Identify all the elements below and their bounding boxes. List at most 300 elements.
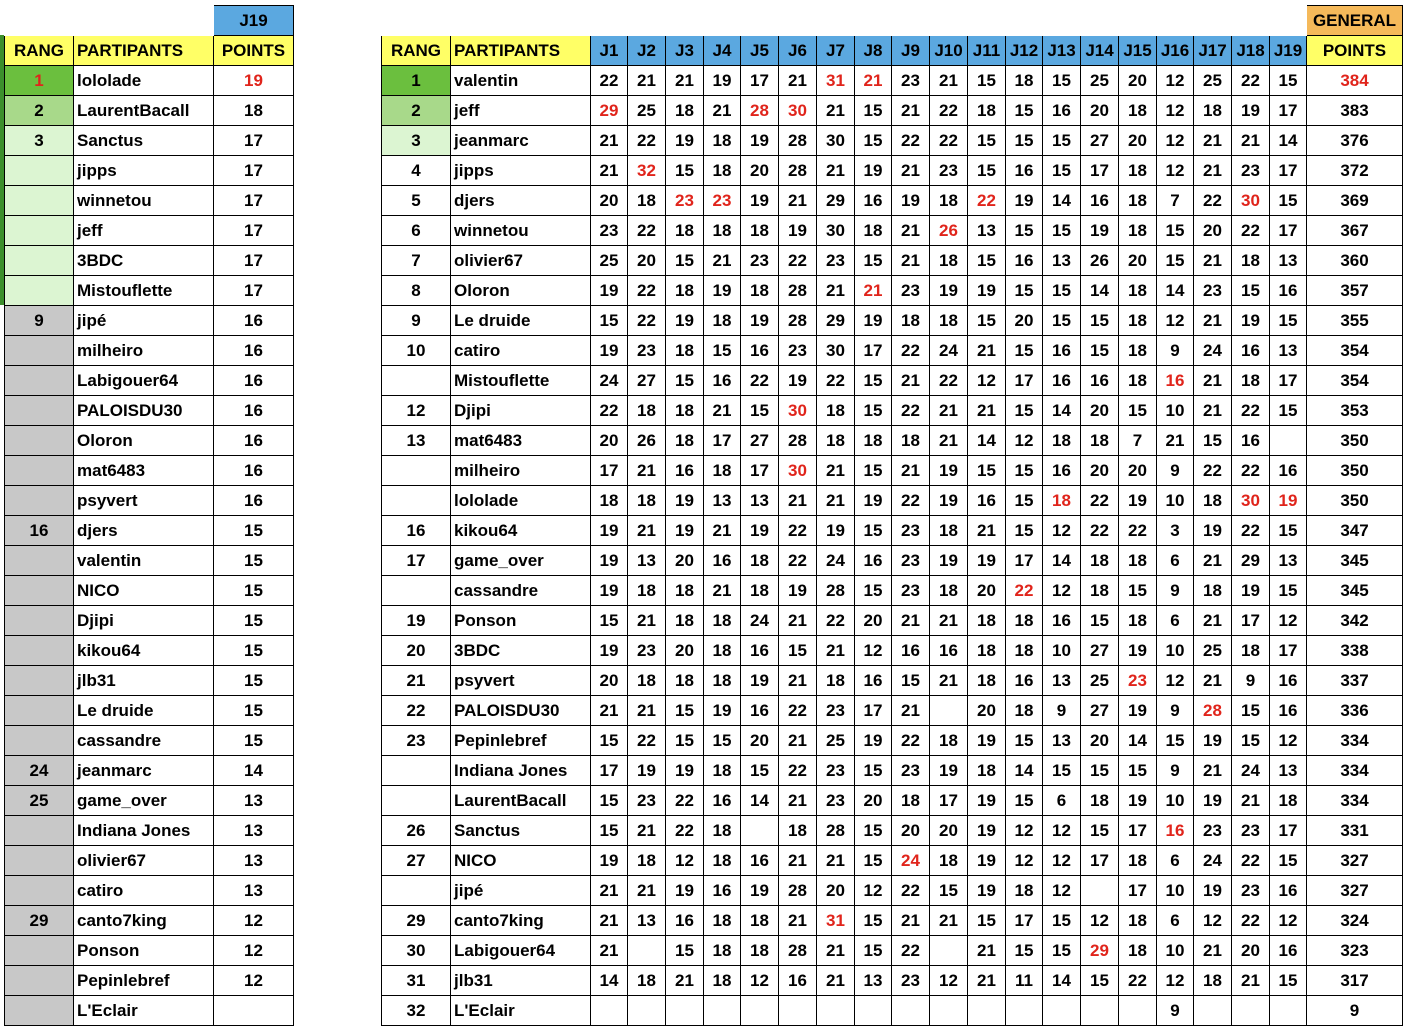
score-cell: 21 (1232, 966, 1270, 996)
score-cell: 16 (741, 636, 779, 666)
score-cell: 22 (1232, 906, 1270, 936)
score-cell: 15 (1006, 486, 1043, 516)
rank-cell: 9 (5, 306, 74, 336)
score-cell: 18 (628, 486, 666, 516)
participant-name: Mistouflette (74, 276, 214, 306)
score-cell: 21 (628, 66, 666, 96)
score-cell (1270, 996, 1307, 1026)
points-cell: 15 (214, 576, 294, 606)
column-header: J16 (1157, 36, 1194, 66)
score-cell: 24 (892, 846, 930, 876)
score-cell: 12 (1157, 96, 1194, 126)
score-cell: 23 (741, 246, 779, 276)
score-cell: 18 (704, 936, 741, 966)
score-cell: 19 (591, 516, 628, 546)
score-cell: 16 (855, 546, 892, 576)
participant-name: jlb31 (74, 666, 214, 696)
score-cell: 20 (591, 666, 628, 696)
score-cell (1081, 996, 1119, 1026)
score-cell: 15 (1006, 936, 1043, 966)
rank-cell (5, 936, 74, 966)
score-cell: 15 (704, 336, 741, 366)
column-header: J6 (779, 36, 817, 66)
score-cell: 19 (1194, 786, 1232, 816)
score-cell: 21 (704, 96, 741, 126)
score-cell: 16 (741, 696, 779, 726)
score-cell: 29 (817, 186, 855, 216)
total-points-cell: 372 (1307, 156, 1403, 186)
total-points-cell: 350 (1307, 486, 1403, 516)
score-cell: 18 (704, 666, 741, 696)
table-row (382, 396, 1403, 426)
rank-cell (5, 486, 74, 516)
score-cell: 28 (779, 426, 817, 456)
table-row (382, 906, 1403, 936)
score-cell: 23 (1232, 876, 1270, 906)
score-cell: 18 (666, 96, 704, 126)
score-cell: 16 (1270, 876, 1307, 906)
score-cell: 18 (704, 456, 741, 486)
participant-name: L'Eclair (74, 996, 214, 1026)
score-cell: 18 (628, 666, 666, 696)
total-points-cell: 355 (1307, 306, 1403, 336)
rank-cell (5, 456, 74, 486)
score-cell: 16 (704, 876, 741, 906)
score-cell: 18 (628, 966, 666, 996)
score-cell: 20 (1081, 96, 1119, 126)
score-cell: 15 (1232, 276, 1270, 306)
table-row (5, 426, 294, 456)
score-cell: 31 (817, 66, 855, 96)
score-cell: 15 (892, 666, 930, 696)
score-cell: 6 (1157, 846, 1194, 876)
rank-cell: 1 (382, 66, 451, 96)
score-cell: 18 (741, 936, 779, 966)
participant-name: cassandre (74, 726, 214, 756)
score-cell: 20 (855, 606, 892, 636)
rank-cell: 3 (382, 126, 451, 156)
score-cell: 15 (741, 396, 779, 426)
score-cell: 21 (892, 216, 930, 246)
participant-name: lololade (74, 66, 214, 96)
participant-name: Pepinlebref (74, 966, 214, 996)
score-cell: 21 (779, 66, 817, 96)
score-cell: 19 (779, 366, 817, 396)
table-row (382, 936, 1403, 966)
score-cell: 21 (704, 516, 741, 546)
score-cell: 21 (968, 336, 1006, 366)
points-cell: 16 (214, 396, 294, 426)
score-cell: 17 (1270, 216, 1307, 246)
score-cell: 22 (779, 546, 817, 576)
score-cell: 18 (930, 576, 968, 606)
score-cell: 13 (1270, 246, 1307, 276)
rank-cell (5, 726, 74, 756)
score-cell: 19 (1232, 306, 1270, 336)
score-cell: 23 (1119, 666, 1157, 696)
score-cell: 19 (855, 306, 892, 336)
rank-cell: 9 (382, 306, 451, 336)
score-cell: 12 (930, 966, 968, 996)
score-cell: 15 (855, 756, 892, 786)
score-cell: 16 (1157, 366, 1194, 396)
score-cell: 15 (666, 696, 704, 726)
score-cell: 22 (1119, 516, 1157, 546)
score-cell: 20 (968, 696, 1006, 726)
score-cell: 14 (1157, 276, 1194, 306)
participant-name: kikou64 (451, 516, 591, 546)
score-cell: 18 (1232, 246, 1270, 276)
rank-cell: 21 (382, 666, 451, 696)
score-cell: 15 (1006, 786, 1043, 816)
score-cell: 16 (1270, 666, 1307, 696)
table-row (5, 186, 294, 216)
rank-cell (5, 876, 74, 906)
score-cell: 14 (1270, 126, 1307, 156)
score-cell: 21 (628, 696, 666, 726)
column-header: J13 (1043, 36, 1081, 66)
score-cell (628, 936, 666, 966)
score-cell: 19 (1119, 786, 1157, 816)
score-cell: 13 (855, 966, 892, 996)
score-cell: 15 (1043, 756, 1081, 786)
score-cell: 18 (930, 306, 968, 336)
score-cell: 23 (892, 276, 930, 306)
participant-name: valentin (74, 546, 214, 576)
points-cell: 16 (214, 426, 294, 456)
top-label-row (382, 6, 1403, 36)
score-cell: 19 (1194, 726, 1232, 756)
score-cell: 28 (1194, 696, 1232, 726)
score-cell: 27 (628, 366, 666, 396)
score-cell: 21 (1194, 666, 1232, 696)
score-cell: 17 (855, 696, 892, 726)
score-cell: 20 (1232, 936, 1270, 966)
score-cell: 18 (1194, 96, 1232, 126)
table-row (5, 96, 294, 126)
score-cell: 15 (1157, 726, 1194, 756)
score-cell: 15 (741, 756, 779, 786)
score-cell: 21 (892, 366, 930, 396)
score-cell: 11 (1006, 966, 1043, 996)
score-cell: 23 (892, 66, 930, 96)
score-cell: 15 (855, 516, 892, 546)
score-cell: 20 (892, 816, 930, 846)
score-cell: 16 (1043, 456, 1081, 486)
score-cell: 20 (1119, 66, 1157, 96)
score-cell: 13 (704, 486, 741, 516)
score-cell: 18 (741, 576, 779, 606)
rank-cell: 19 (382, 606, 451, 636)
score-cell: 15 (1157, 246, 1194, 276)
score-cell: 18 (1119, 156, 1157, 186)
score-cell: 32 (628, 156, 666, 186)
points-cell: 12 (214, 966, 294, 996)
score-cell: 20 (628, 246, 666, 276)
score-cell: 15 (1194, 426, 1232, 456)
rank-cell: 16 (5, 516, 74, 546)
score-cell: 19 (591, 576, 628, 606)
score-cell: 22 (1081, 486, 1119, 516)
total-points-cell: 324 (1307, 906, 1403, 936)
table-row (5, 486, 294, 516)
score-cell: 15 (855, 366, 892, 396)
total-points-cell: 369 (1307, 186, 1403, 216)
points-cell: 13 (214, 786, 294, 816)
score-cell: 18 (817, 426, 855, 456)
score-cell: 12 (1043, 846, 1081, 876)
score-cell: 18 (1006, 636, 1043, 666)
score-cell: 15 (968, 456, 1006, 486)
table-row (5, 366, 294, 396)
score-cell: 12 (1043, 516, 1081, 546)
table-row (5, 906, 294, 936)
score-cell: 13 (968, 216, 1006, 246)
score-cell: 19 (1194, 876, 1232, 906)
participant-name: canto7king (74, 906, 214, 936)
score-cell: 30 (817, 216, 855, 246)
column-header: PARTIPANTS (451, 36, 591, 66)
score-cell: 28 (817, 816, 855, 846)
score-cell: 18 (704, 156, 741, 186)
score-cell: 17 (930, 786, 968, 816)
score-cell: 22 (892, 396, 930, 426)
score-cell: 18 (930, 846, 968, 876)
points-cell: 16 (214, 486, 294, 516)
score-cell: 18 (704, 306, 741, 336)
table-row (382, 366, 1403, 396)
score-cell: 9 (1157, 996, 1194, 1026)
score-cell: 21 (892, 696, 930, 726)
table-row (5, 336, 294, 366)
points-cell: 18 (214, 96, 294, 126)
score-cell: 15 (591, 726, 628, 756)
participant-name: Indiana Jones (74, 816, 214, 846)
score-cell: 21 (628, 606, 666, 636)
score-cell: 21 (892, 96, 930, 126)
total-points-cell: 336 (1307, 696, 1403, 726)
participant-name: olivier67 (451, 246, 591, 276)
score-cell: 29 (591, 96, 628, 126)
score-cell: 18 (1119, 846, 1157, 876)
score-cell: 18 (1119, 306, 1157, 336)
rank-cell (5, 846, 74, 876)
table-row (382, 996, 1403, 1026)
score-cell: 21 (628, 876, 666, 906)
score-cell: 15 (1270, 846, 1307, 876)
score-cell: 22 (930, 366, 968, 396)
score-cell: 22 (779, 696, 817, 726)
score-cell: 13 (1270, 336, 1307, 366)
table-row (382, 726, 1403, 756)
score-cell: 14 (591, 966, 628, 996)
score-cell: 21 (892, 456, 930, 486)
score-cell: 15 (1270, 306, 1307, 336)
column-header: J10 (930, 36, 968, 66)
score-cell: 12 (1006, 426, 1043, 456)
table-row (5, 966, 294, 996)
score-cell: 12 (1006, 816, 1043, 846)
rank-cell: 7 (382, 246, 451, 276)
table-row (382, 96, 1403, 126)
score-cell: 20 (817, 876, 855, 906)
score-cell: 21 (1194, 606, 1232, 636)
score-cell: 21 (1194, 126, 1232, 156)
participant-name: Le druide (451, 306, 591, 336)
score-cell: 15 (1081, 336, 1119, 366)
rank-cell (382, 576, 451, 606)
score-cell: 19 (591, 846, 628, 876)
score-cell: 23 (817, 756, 855, 786)
score-cell: 10 (1157, 396, 1194, 426)
score-cell: 19 (930, 546, 968, 576)
score-cell: 12 (1043, 816, 1081, 846)
score-cell: 27 (741, 426, 779, 456)
score-cell (1194, 996, 1232, 1026)
points-cell: 15 (214, 636, 294, 666)
table-row (5, 156, 294, 186)
score-cell: 22 (779, 516, 817, 546)
score-cell: 15 (591, 816, 628, 846)
score-cell: 24 (817, 546, 855, 576)
score-cell: 20 (855, 786, 892, 816)
score-cell: 13 (741, 486, 779, 516)
score-cell (741, 996, 779, 1026)
score-cell: 20 (741, 726, 779, 756)
score-cell: 12 (1157, 66, 1194, 96)
score-cell: 22 (628, 126, 666, 156)
score-cell: 20 (930, 816, 968, 846)
score-cell: 22 (1194, 456, 1232, 486)
score-cell: 17 (741, 456, 779, 486)
score-cell: 30 (817, 336, 855, 366)
score-cell: 19 (591, 636, 628, 666)
score-cell: 21 (968, 396, 1006, 426)
rank-cell (5, 336, 74, 366)
score-cell: 23 (1194, 276, 1232, 306)
score-cell: 21 (817, 276, 855, 306)
score-cell: 15 (1043, 216, 1081, 246)
score-cell: 19 (666, 486, 704, 516)
participant-name: LaurentBacall (451, 786, 591, 816)
score-cell: 15 (855, 126, 892, 156)
score-cell: 30 (779, 96, 817, 126)
score-cell: 28 (817, 576, 855, 606)
score-cell: 28 (779, 936, 817, 966)
score-cell (930, 996, 968, 1026)
score-cell: 16 (1270, 276, 1307, 306)
score-cell: 22 (1232, 396, 1270, 426)
score-cell: 10 (1043, 636, 1081, 666)
participant-name: winnetou (451, 216, 591, 246)
header-row (5, 36, 294, 66)
score-cell: 18 (1043, 426, 1081, 456)
column-header: J15 (1119, 36, 1157, 66)
rank-cell (5, 606, 74, 636)
score-cell: 21 (779, 726, 817, 756)
total-points-cell: 345 (1307, 546, 1403, 576)
participant-name: catiro (451, 336, 591, 366)
table-row (5, 666, 294, 696)
score-cell: 30 (817, 126, 855, 156)
score-cell: 15 (666, 936, 704, 966)
score-cell: 21 (591, 126, 628, 156)
score-cell: 19 (968, 726, 1006, 756)
score-cell: 21 (1232, 786, 1270, 816)
score-cell: 15 (1043, 936, 1081, 966)
participant-name: jlb31 (451, 966, 591, 996)
score-cell: 15 (1006, 456, 1043, 486)
rank-cell: 24 (5, 756, 74, 786)
table-row (5, 936, 294, 966)
score-cell: 21 (1194, 156, 1232, 186)
column-header: J3 (666, 36, 704, 66)
score-cell: 12 (855, 636, 892, 666)
table-row (382, 606, 1403, 636)
rank-cell (382, 456, 451, 486)
score-cell: 12 (968, 366, 1006, 396)
points-cell (214, 996, 294, 1026)
score-cell: 17 (704, 426, 741, 456)
score-cell: 17 (1270, 96, 1307, 126)
score-cell: 12 (1157, 156, 1194, 186)
score-cell: 19 (1194, 516, 1232, 546)
rank-cell (382, 486, 451, 516)
rank-cell: 26 (382, 816, 451, 846)
score-cell (1081, 876, 1119, 906)
participant-name: mat6483 (74, 456, 214, 486)
points-cell: 12 (214, 906, 294, 936)
score-cell: 16 (704, 786, 741, 816)
score-cell: 21 (666, 66, 704, 96)
score-cell: 16 (666, 456, 704, 486)
score-cell: 12 (1157, 126, 1194, 156)
score-cell: 14 (1043, 396, 1081, 426)
score-cell: 21 (817, 636, 855, 666)
points-cell: 12 (214, 936, 294, 966)
score-cell: 16 (892, 636, 930, 666)
score-cell: 22 (1232, 516, 1270, 546)
score-cell: 15 (1081, 966, 1119, 996)
score-cell: 27 (1081, 636, 1119, 666)
points-cell: 16 (214, 456, 294, 486)
score-cell: 27 (1081, 696, 1119, 726)
points-cell: 15 (214, 726, 294, 756)
table-row (382, 156, 1403, 186)
score-cell: 21 (779, 186, 817, 216)
score-cell (666, 996, 704, 1026)
score-cell: 19 (855, 726, 892, 756)
table-row (382, 306, 1403, 336)
score-cell: 19 (628, 756, 666, 786)
table-row (382, 246, 1403, 276)
rank-cell: 23 (382, 726, 451, 756)
table-row (382, 336, 1403, 366)
score-cell: 21 (1194, 366, 1232, 396)
table-row (382, 756, 1403, 786)
score-cell: 19 (1119, 486, 1157, 516)
participant-name: jeff (74, 216, 214, 246)
score-cell (817, 996, 855, 1026)
score-cell: 18 (1119, 96, 1157, 126)
score-cell: 18 (628, 186, 666, 216)
score-cell: 19 (1006, 186, 1043, 216)
score-cell: 18 (1006, 606, 1043, 636)
rank-cell (382, 756, 451, 786)
score-cell: 23 (892, 516, 930, 546)
score-cell: 19 (591, 546, 628, 576)
participant-name: Indiana Jones (451, 756, 591, 786)
